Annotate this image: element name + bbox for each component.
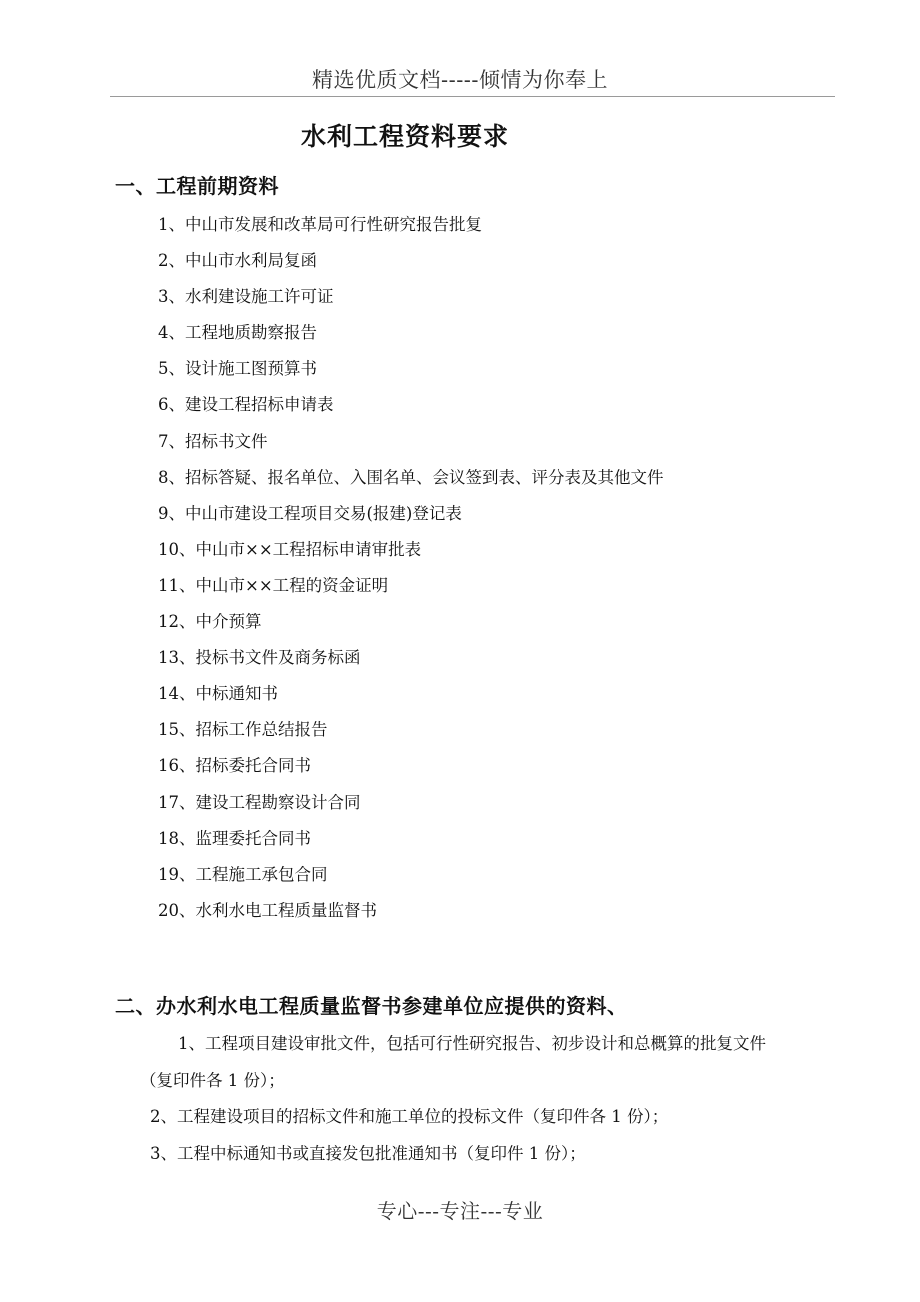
document-title: 水利工程资料要求 [300, 122, 509, 151]
section-1-heading: 一、工程前期资料 [115, 174, 279, 198]
list-item: 20、水利水电工程质量监督书 [158, 900, 377, 920]
list-item: 9、中山市建设工程项目交易(报建)登记表 [158, 503, 462, 523]
list-item: 6、建设工程招标申请表 [158, 395, 334, 415]
section-2-heading: 二、办水利水电工程质量监督书参建单位应提供的资料、 [115, 994, 628, 1018]
list-item: 5、设计施工图预算书 [158, 359, 317, 379]
list-item: 16、招标委托合同书 [158, 756, 311, 776]
list-item: 4、工程地质勘察报告 [158, 323, 317, 343]
header-rule [110, 96, 835, 97]
list-item: 14、中标通知书 [158, 684, 278, 704]
list-item: 11、中山市××工程的资金证明 [158, 575, 389, 595]
list-item: 17、建设工程勘察设计合同 [158, 792, 361, 812]
section-2-item-1-line-2: （复印件各 1 份）； [140, 1071, 285, 1090]
list-item: 1、中山市发展和改革局可行性研究报告批复 [158, 215, 482, 234]
section-2-item-3: 3、工程中标通知书或直接发包批准通知书（复印件 1 份）； [150, 1144, 586, 1163]
list-item: 2、中山市水利局复函 [158, 251, 317, 271]
list-item: 7、招标书文件 [158, 431, 268, 451]
section-1-list [158, 213, 664, 935]
list-item: 8、招标答疑、报名单位、入围名单、会议签到表、评分表及其他文件 [158, 467, 664, 487]
list-item: 3、水利建设施工许可证 [158, 287, 334, 307]
page-footer: 专心---专注---专业 [376, 1199, 544, 1223]
list-item: 13、投标书文件及商务标函 [158, 648, 361, 668]
list-item: 19、工程施工承包合同 [158, 864, 328, 884]
list-item: 18、监理委托合同书 [158, 828, 311, 848]
page-header: 精选优质文档-----倾情为你奉上 [312, 68, 608, 92]
list-item: 15、招标工作总结报告 [158, 720, 328, 740]
list-item: 10、中山市××工程招标申请审批表 [158, 539, 422, 559]
list-item: 12、中介预算 [158, 612, 262, 632]
section-2-item-2: 2、工程建设项目的招标文件和施工单位的投标文件（复印件各 1 份）； [150, 1107, 669, 1126]
section-2-item-1-line-1: 1、工程项目建设审批文件，包括可行性研究报告、初步设计和总概算的批复文件 [178, 1034, 766, 1053]
